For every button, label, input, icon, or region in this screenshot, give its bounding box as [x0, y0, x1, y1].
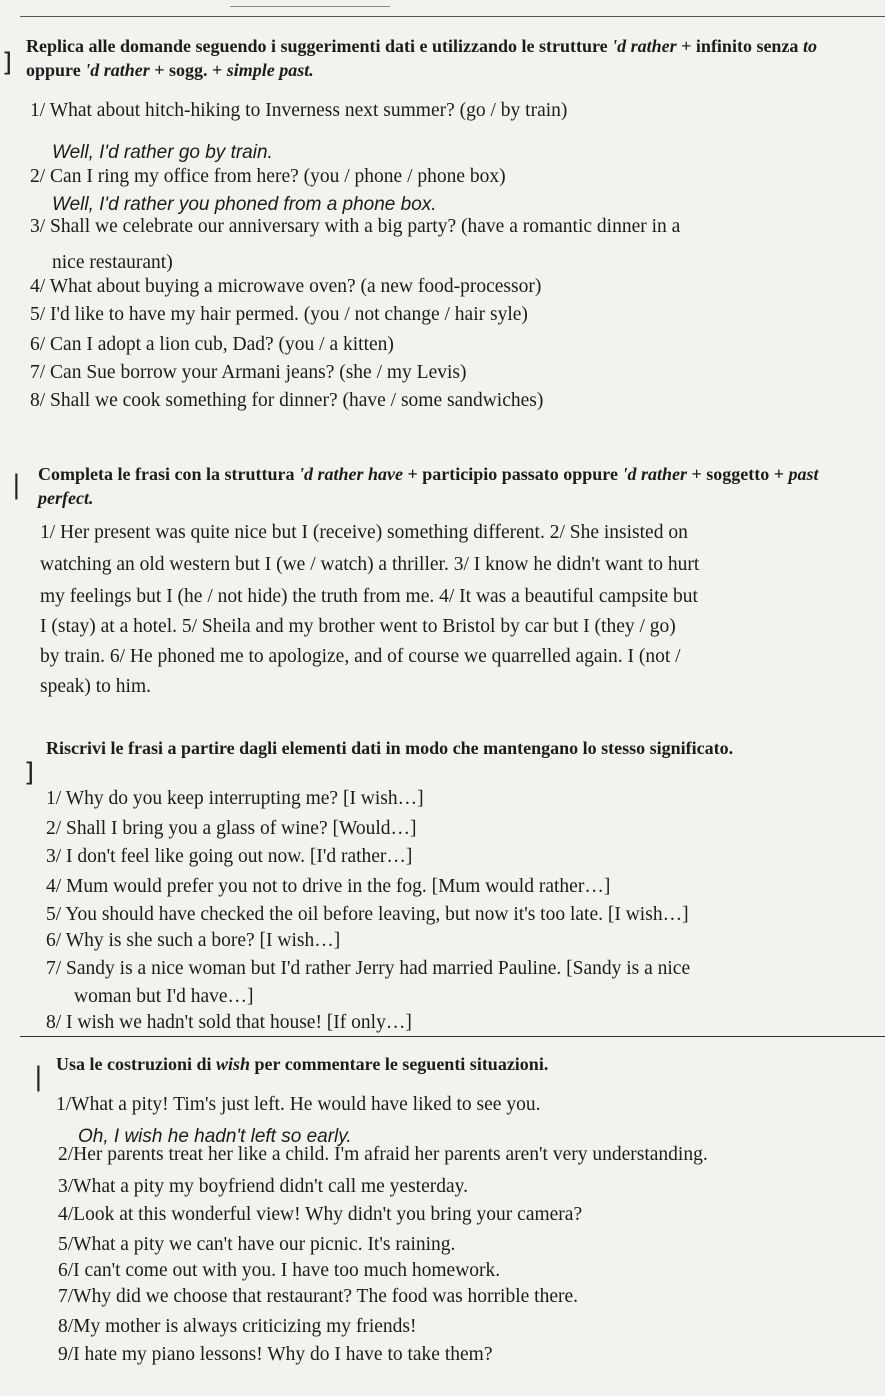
exercise-bracket: ]: [2, 48, 13, 78]
exercise4-item: 7/Why did we choose that restaurant? The food was horrible there.: [58, 1286, 579, 1307]
section-divider: [20, 1036, 885, 1037]
exercise1-item: 7/ Can Sue borrow your Armani jeans? (she / my Levis): [30, 362, 467, 383]
exercise1-item-continuation: nice restaurant): [52, 252, 173, 273]
exercise3-item: 7/ Sandy is a nice woman but I'd rather Jerry had married Pauline. [Sandy is a nice: [46, 958, 691, 979]
exercise4-item: 5/What a pity we can't have our picnic. It's raining.: [58, 1234, 456, 1255]
exercise3-item: 2/ Shall I bring you a glass of wine? [Would…]: [46, 818, 417, 839]
exercise3-instruction: Riscrivi le frasi a partire dagli elementi dati in modo che mantengano lo stesso significato.: [46, 738, 734, 758]
exercise1-item: 8/ Shall we cook something for dinner? (have / some sandwiches): [30, 390, 544, 411]
top-rule-short: [230, 6, 390, 7]
exercise4-item: 4/Look at this wonderful view! Why didn't you bring your camera?: [58, 1204, 583, 1225]
top-rule: [20, 16, 885, 17]
exercise1-example-answer: Well, I'd rather go by train.: [52, 142, 273, 163]
exercise-bracket: |: [12, 470, 21, 500]
exercise1-example-answer: Well, I'd rather you phoned from a phone box.: [52, 194, 437, 215]
exercise1-item: 2/ Can I ring my office from here? (you / phone / phone box): [30, 166, 506, 187]
exercise1-item: 1/ What about hitch-hiking to Inverness next summer? (go / by train): [30, 100, 568, 121]
exercise2-line: by train. 6/ He phoned me to apologize, and of course we quarrelled again. I (not /: [40, 646, 681, 667]
exercise4-item: 9/I hate my piano lessons! Why do I have to take them?: [58, 1344, 493, 1365]
exercise3-item: 3/ I don't feel like going out now. [I'd rather…]: [46, 846, 413, 867]
exercise3-item: 5/ You should have checked the oil before leaving, but now it's too late. [I wish…]: [46, 904, 689, 925]
exercise4-item: 2/Her parents treat her like a child. I'm afraid her parents aren't very understanding.: [58, 1144, 708, 1165]
exercise1-item: 5/ I'd like to have my hair permed. (you / not change / hair syle): [30, 304, 528, 325]
exercise4-instruction: Usa le costruzioni di wish per commentare le seguenti situazioni.: [56, 1054, 549, 1074]
exercise4-example-answer: Oh, I wish he hadn't left so early.: [78, 1126, 352, 1147]
exercise1-item: 3/ Shall we celebrate our anniversary with a big party? (have a romantic dinner in a: [30, 216, 681, 237]
exercise4-item: 8/My mother is always criticizing my friends!: [58, 1316, 417, 1337]
exercise2-line: I (stay) at a hotel. 5/ Sheila and my brother went to Bristol by car but I (they / go): [40, 616, 676, 637]
exercise-bracket: ]: [24, 758, 35, 788]
exercise-bracket: |: [34, 1062, 43, 1092]
exercise3-item-continuation: woman but I'd have…]: [74, 986, 254, 1007]
exercise2-line: watching an old western but I (we / watch) a thriller. 3/ I know he didn't want to hurt: [40, 554, 700, 575]
exercise3-item: 4/ Mum would prefer you not to drive in the fog. [Mum would rather…]: [46, 876, 611, 897]
exercise1-instruction: Replica alle domande seguendo i suggerimenti dati e utilizzando le strutture 'd rather + infinito senza to oppure 'd rather + sogg. + simple past.: [26, 36, 817, 80]
exercise4-item: 3/What a pity my boyfriend didn't call me yesterday.: [58, 1176, 469, 1197]
exercise2-line: my feelings but I (he / not hide) the truth from me. 4/ It was a beautiful campsite but: [40, 586, 698, 607]
exercise3-item: 8/ I wish we hadn't sold that house! [If only…]: [46, 1012, 412, 1033]
exercise2-instruction: Completa le frasi con la struttura 'd rather have + participio passato oppure 'd rather + soggetto + past perfect.: [38, 464, 819, 508]
exercise4-item: 6/I can't come out with you. I have too much homework.: [58, 1260, 501, 1281]
exercise1-item: 6/ Can I adopt a lion cub, Dad? (you / a kitten): [30, 334, 394, 355]
exercise1-item: 4/ What about buying a microwave oven? (a new food-processor): [30, 276, 542, 297]
exercise2-line: speak) to him.: [40, 676, 152, 697]
exercise4-item: 1/What a pity! Tim's just left. He would have liked to see you.: [56, 1094, 541, 1115]
exercise2-line: 1/ Her present was quite nice but I (receive) something different. 2/ She insisted on: [40, 522, 688, 543]
exercise3-item: 1/ Why do you keep interrupting me? [I wish…]: [46, 788, 424, 809]
exercise3-item: 6/ Why is she such a bore? [I wish…]: [46, 930, 341, 951]
